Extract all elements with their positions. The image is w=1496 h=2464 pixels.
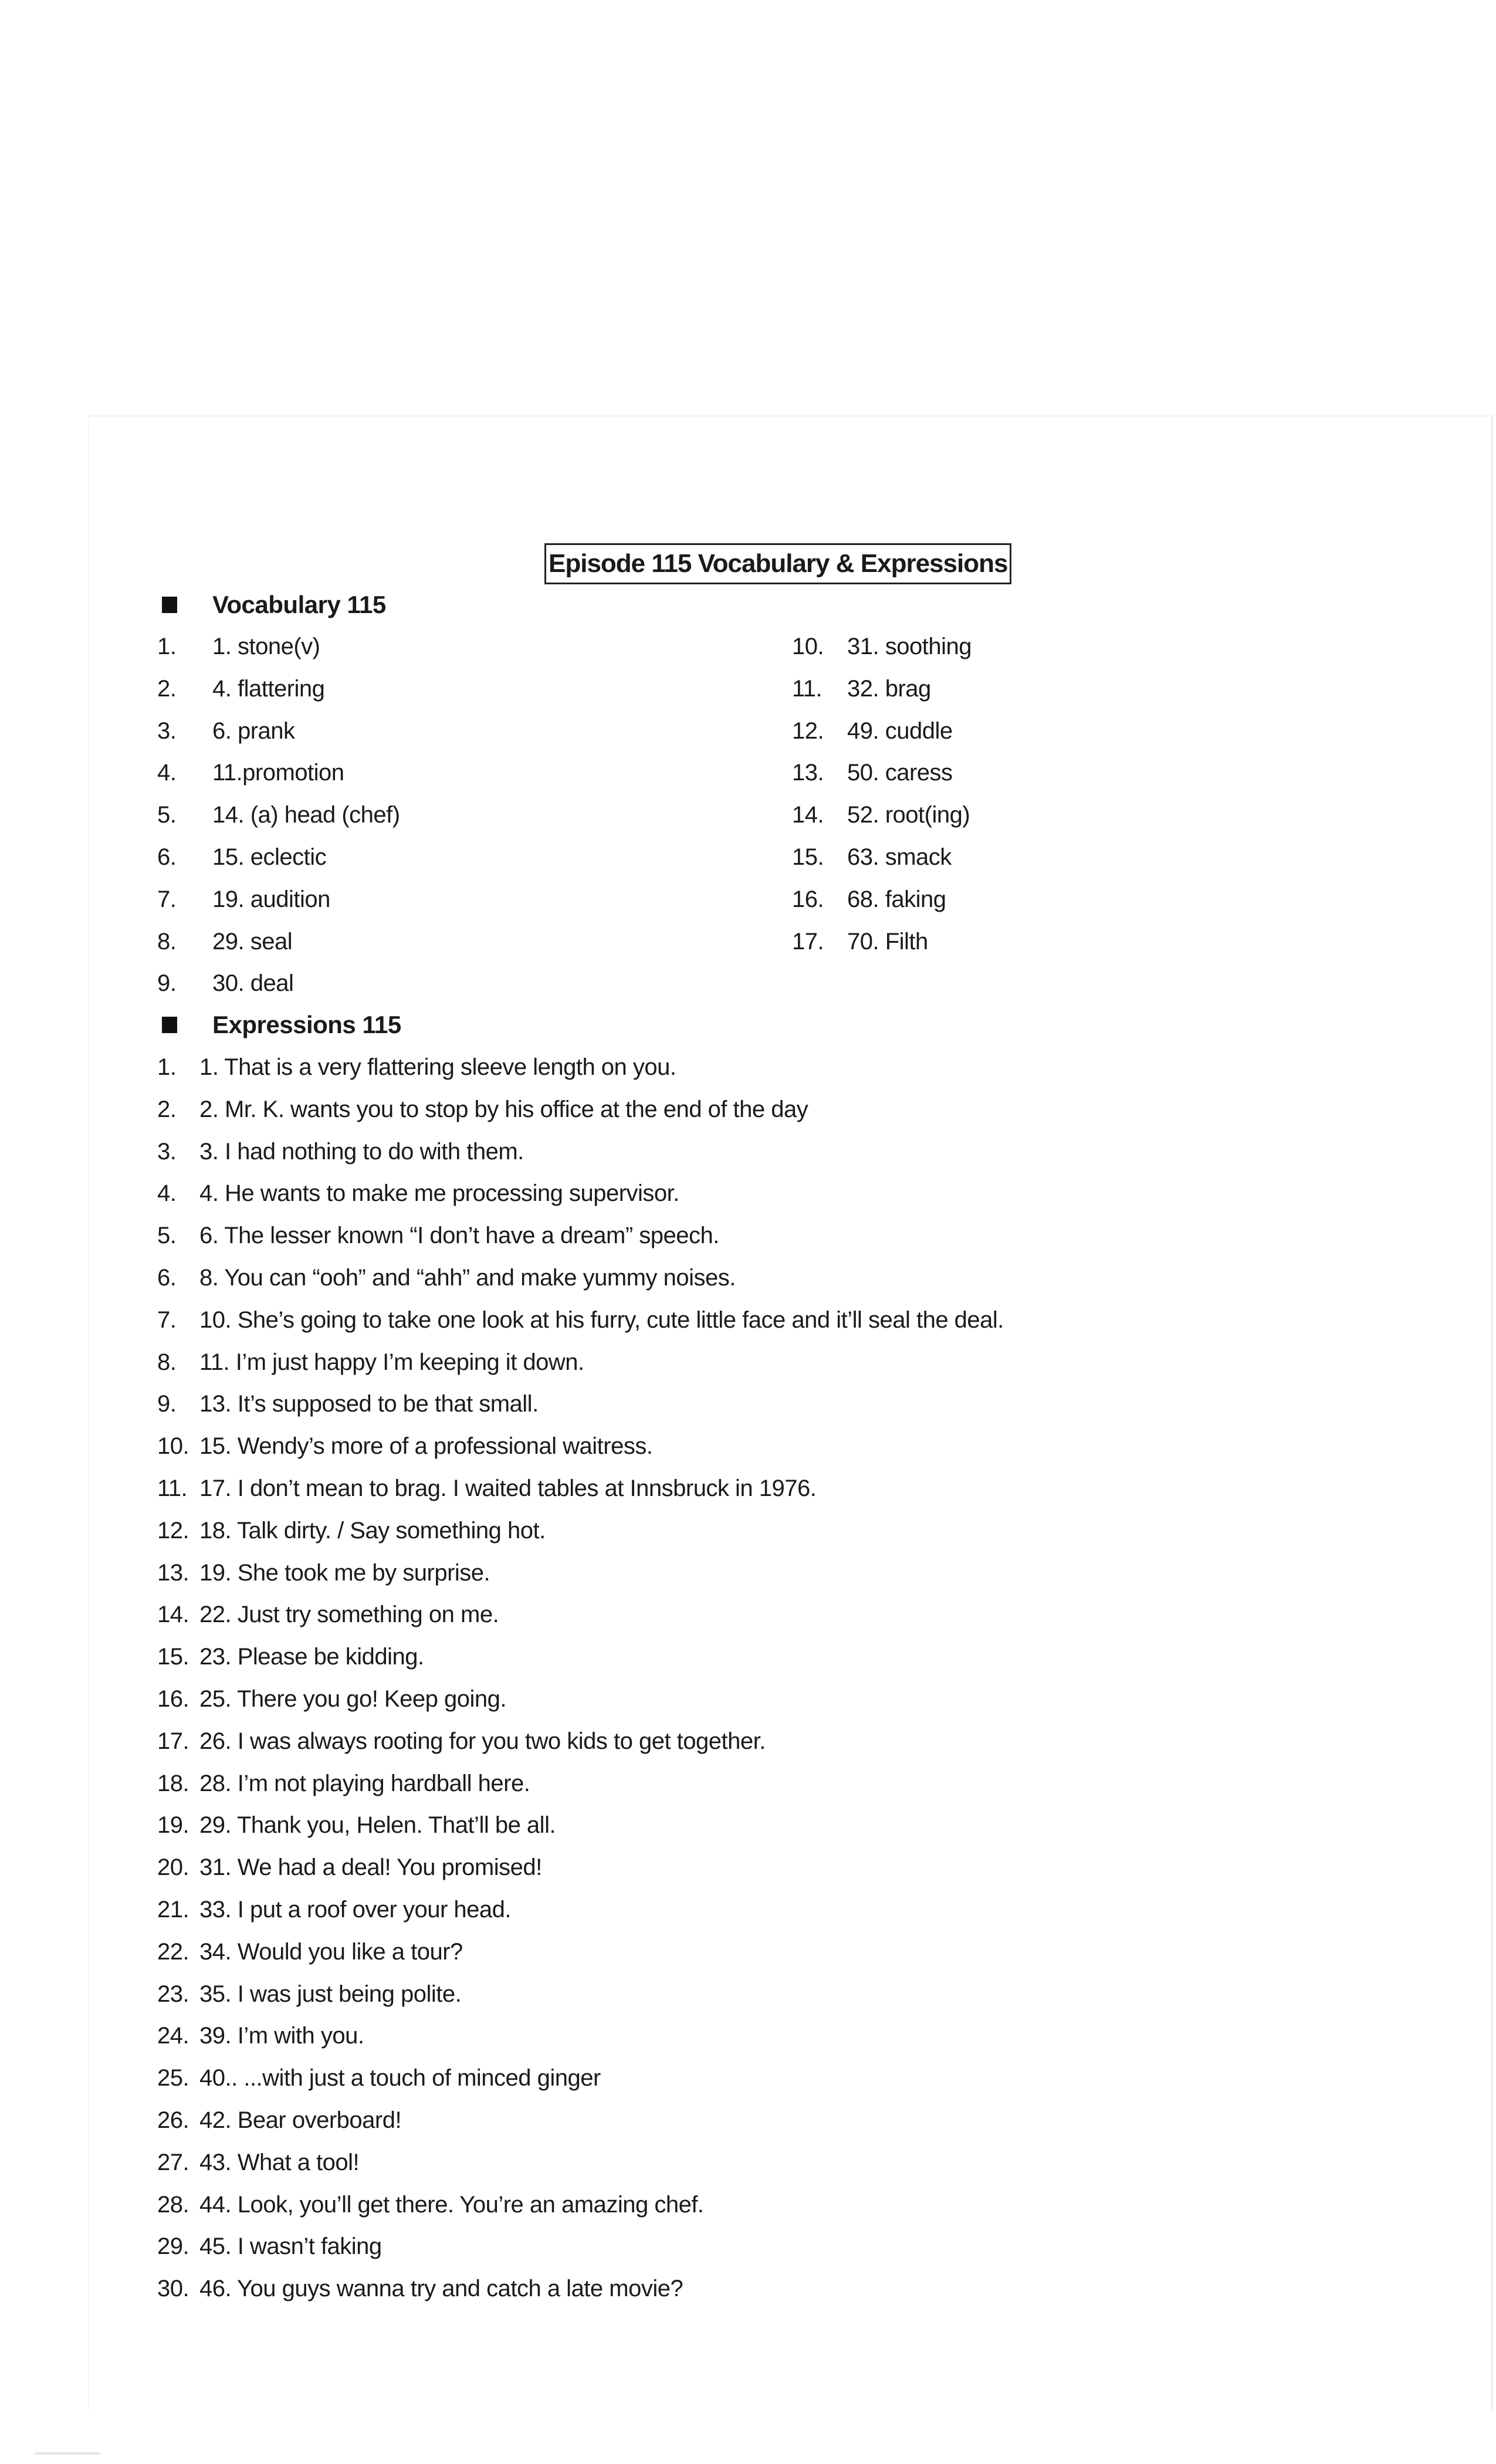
item-number: 5. [157, 1223, 177, 1249]
item-text: 6. prank [212, 717, 295, 744]
document-title: Episode 115 Vocabulary & Expressions [544, 543, 1011, 584]
expression-item [157, 1467, 816, 1509]
expression-item [157, 1636, 424, 1678]
item-number: 4. [157, 1180, 177, 1207]
vocabulary-item [157, 878, 330, 920]
item-number: 2. [157, 1096, 177, 1122]
item-number: 17. [157, 1728, 189, 1754]
item-number: 3. [157, 1138, 177, 1165]
item-text: 11.promotion [212, 760, 344, 786]
expression-item [157, 1804, 556, 1846]
item-number: 7. [157, 1307, 177, 1333]
vocabulary-item [792, 794, 970, 836]
item-number: 14. [157, 1602, 189, 1628]
vocabulary-item [792, 625, 972, 668]
expression-item [157, 2057, 601, 2099]
item-number: 25. [157, 2065, 189, 2091]
item-number: 11. [157, 1475, 188, 1501]
item-text: 70. Filth [847, 928, 928, 955]
expression-item [157, 2267, 683, 2310]
expressions-heading-label: Expressions 115 [212, 1011, 401, 1038]
expression-item [157, 1425, 652, 1467]
vocabulary-item [792, 920, 928, 963]
item-text: 4. flattering [212, 675, 325, 702]
item-number: 1. [157, 1054, 177, 1080]
vocabulary-item [792, 878, 946, 920]
item-text: 63. smack [847, 844, 952, 870]
expression-item [157, 1509, 546, 1552]
item-number: 8. [157, 928, 177, 955]
expression-item [157, 1888, 511, 1931]
item-number: 10. [157, 1433, 189, 1460]
item-text: 29. Thank you, Helen. That’ll be all. [199, 1812, 556, 1839]
item-number: 1. [157, 634, 177, 659]
square-bullet-icon [162, 597, 177, 613]
item-number: 10. [792, 634, 824, 659]
item-number: 22. [157, 1938, 189, 1965]
item-text: 43. What a tool! [199, 2149, 360, 2175]
item-text: 3. I had nothing to do with them. [199, 1138, 524, 1165]
item-text: 68. faking [847, 886, 946, 912]
item-text: 52. root(ing) [847, 802, 970, 828]
item-text: 1. stone(v) [212, 634, 320, 659]
expression-item [157, 1762, 530, 1805]
vocabulary-item [157, 752, 344, 794]
vocabulary-heading-label: Vocabulary 115 [212, 591, 386, 618]
item-number: 5. [157, 802, 177, 828]
vocabulary-item [157, 920, 292, 963]
expression-item [157, 2184, 704, 2226]
expression-item [157, 2225, 382, 2267]
item-text: 25. There you go! Keep going. [199, 1686, 506, 1712]
expression-item [157, 2015, 364, 2057]
vocabulary-item [157, 710, 295, 752]
expression-item [157, 1383, 539, 1425]
item-number: 24. [157, 2023, 189, 2049]
item-text: 40.. ...with just a touch of minced ginger [199, 2065, 601, 2091]
expression-item [157, 2099, 401, 2141]
item-text: 50. caress [847, 760, 953, 786]
item-number: 29. [157, 2233, 189, 2260]
item-number: 11. [792, 675, 823, 702]
vocabulary-item [157, 794, 400, 836]
item-text: 10. She’s going to take one look at his furry, cute little face and it’ll seal the deal. [199, 1307, 1004, 1333]
item-number: 20. [157, 1854, 189, 1881]
item-number: 2. [157, 675, 177, 702]
item-number: 14. [792, 802, 824, 828]
item-text: 17. I don’t mean to brag. I waited tables at Innsbruck in 1976. [199, 1475, 817, 1501]
item-text: 30. deal [212, 970, 294, 997]
item-text: 34. Would you like a tour? [199, 1938, 463, 1965]
item-text: 2. Mr. K. wants you to stop by his office at the end of the day [199, 1096, 808, 1122]
item-text: 28. I’m not playing hardball here. [199, 1770, 530, 1796]
item-text: 1. That is a very flattering sleeve length on you. [199, 1054, 676, 1080]
expressions-heading [157, 1004, 401, 1046]
item-number: 30. [157, 2276, 189, 2302]
vocabulary-item [157, 836, 326, 878]
item-text: 31. soothing [847, 634, 972, 659]
expression-item [157, 1046, 676, 1088]
expression-item [157, 1214, 719, 1257]
expression-item [157, 1299, 1004, 1341]
item-text: 32. brag [847, 675, 931, 702]
item-text: 31. We had a deal! You promised! [199, 1854, 542, 1881]
item-text: 42. Bear overboard! [199, 2107, 402, 2133]
expression-item [157, 1931, 463, 1973]
item-number: 4. [157, 760, 177, 786]
scan-artifact [35, 2452, 100, 2455]
item-text: 23. Please be kidding. [199, 1644, 424, 1670]
item-text: 15. Wendy’s more of a professional waitress. [199, 1433, 653, 1460]
item-text: 13. It’s supposed to be that small. [199, 1391, 539, 1417]
item-text: 18. Talk dirty. / Say something hot. [199, 1517, 546, 1544]
item-number: 19. [157, 1812, 189, 1839]
item-number: 16. [157, 1686, 189, 1712]
expression-item [157, 1257, 736, 1299]
item-number: 9. [157, 970, 177, 997]
item-number: 6. [157, 844, 177, 870]
item-text: 19. audition [212, 886, 330, 912]
item-number: 8. [157, 1349, 177, 1375]
item-text: 22. Just try something on me. [199, 1602, 499, 1628]
item-number: 13. [157, 1559, 189, 1586]
item-text: 19. She took me by surprise. [199, 1559, 490, 1586]
vocabulary-item [157, 625, 320, 668]
item-number: 17. [792, 928, 824, 955]
expression-item [157, 1088, 808, 1131]
item-number: 9. [157, 1391, 177, 1417]
item-number: 23. [157, 1981, 189, 2007]
item-text: 29. seal [212, 928, 293, 955]
item-text: 6. The lesser known “I don’t have a dream” speech. [199, 1223, 719, 1249]
item-number: 15. [792, 844, 824, 870]
vocabulary-item [792, 836, 952, 878]
item-number: 7. [157, 886, 177, 912]
expression-item [157, 1131, 524, 1173]
vocabulary-heading [157, 584, 386, 626]
item-text: 39. I’m with you. [199, 2023, 364, 2049]
item-text: 14. (a) head (chef) [212, 802, 400, 828]
item-text: 15. eclectic [212, 844, 327, 870]
expression-item [157, 1846, 542, 1888]
item-number: 16. [792, 886, 824, 912]
expression-item [157, 1172, 679, 1214]
vocabulary-item [792, 752, 953, 794]
item-number: 18. [157, 1770, 189, 1796]
item-text: 33. I put a roof over your head. [199, 1897, 512, 1923]
item-text: 26. I was always rooting for you two kids to get together. [199, 1728, 766, 1754]
vocabulary-item [792, 710, 953, 752]
item-number: 12. [792, 717, 824, 744]
item-text: 44. Look, you’ll get there. You’re an amazing chef. [199, 2191, 704, 2218]
expression-item [157, 1552, 490, 1594]
item-number: 12. [157, 1517, 189, 1544]
item-number: 27. [157, 2149, 189, 2175]
item-text: 45. I wasn’t faking [199, 2233, 382, 2260]
item-number: 28. [157, 2191, 189, 2218]
item-text: 35. I was just being polite. [199, 1981, 462, 2007]
item-number: 13. [792, 760, 824, 786]
expression-item [157, 1678, 506, 1720]
vocabulary-item [792, 668, 931, 710]
item-number: 3. [157, 717, 177, 744]
item-text: 8. You can “ooh” and “ahh” and make yummy noises. [199, 1265, 736, 1291]
expression-item [157, 2141, 359, 2184]
vocabulary-item [157, 962, 293, 1004]
square-bullet-icon [162, 1017, 177, 1033]
item-number: 15. [157, 1644, 189, 1670]
expression-item [157, 1973, 461, 2015]
item-text: 46. You guys wanna try and catch a late movie? [199, 2276, 683, 2302]
expression-item [157, 1720, 766, 1762]
item-text: 49. cuddle [847, 717, 953, 744]
vocabulary-item [157, 668, 324, 710]
item-text: 11. I’m just happy I’m keeping it down. [199, 1349, 584, 1375]
item-number: 6. [157, 1265, 177, 1291]
item-number: 26. [157, 2107, 189, 2133]
item-text: 4. He wants to make me processing supervisor. [199, 1180, 679, 1207]
expression-item [157, 1593, 499, 1636]
expression-item [157, 1341, 584, 1383]
item-number: 21. [157, 1897, 189, 1923]
